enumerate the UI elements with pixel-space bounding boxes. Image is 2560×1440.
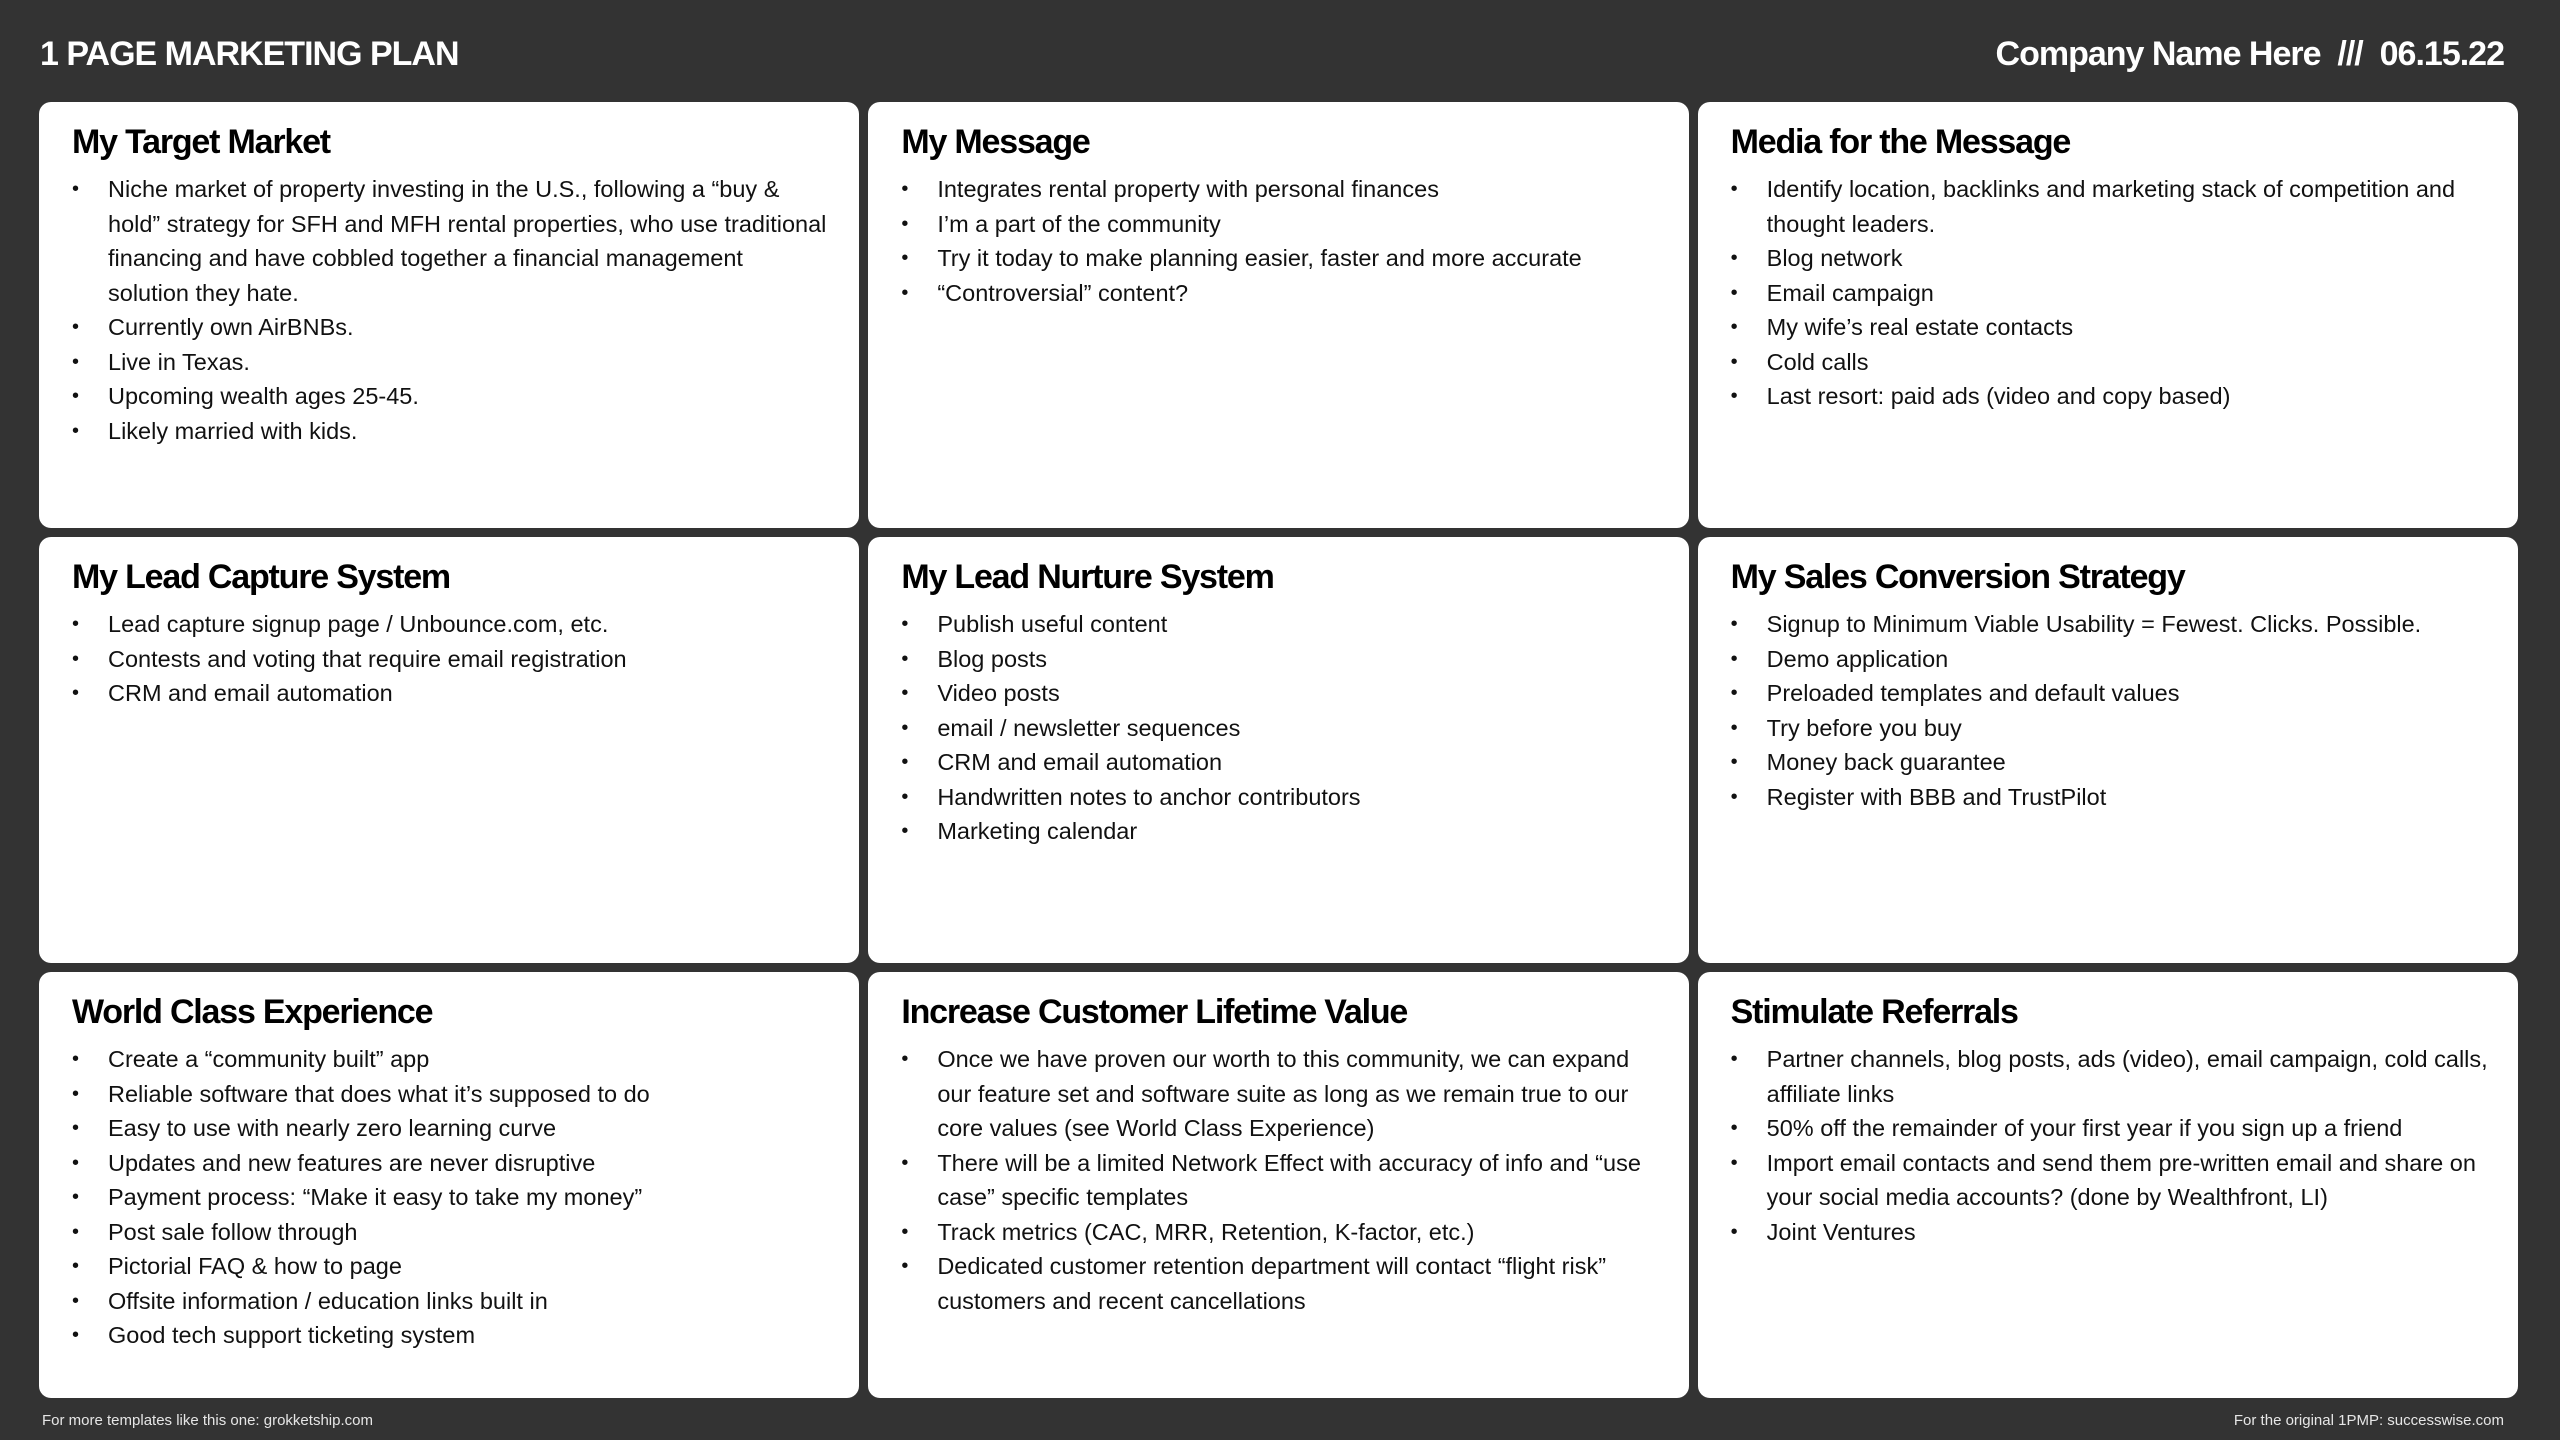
list-item: • Live in Texas. [72, 345, 829, 380]
bullet-list [901, 172, 1658, 310]
list-item: • Marketing calendar [901, 814, 1658, 849]
list-item: • CRM and email automation [72, 676, 829, 711]
card-title: My Target Market [72, 123, 330, 161]
bullet-list [72, 172, 829, 448]
list-item: • Try before you buy [1731, 711, 2488, 746]
card-lead-nurture [868, 537, 1688, 963]
list-item: • Cold calls [1731, 345, 2488, 380]
list-item: • Currently own AirBNBs. [72, 310, 829, 345]
list-item: • Publish useful content [901, 607, 1658, 642]
list-item: • Signup to Minimum Viable Usability = Fewest. Clicks. Possible. [1731, 607, 2488, 642]
card-lead-capture [39, 537, 859, 963]
list-item: • Payment process: “Make it easy to take my money” [72, 1180, 829, 1215]
list-item: • Try it today to make planning easier, faster and more accurate [901, 241, 1658, 276]
list-item: • Pictorial FAQ & how to page [72, 1249, 829, 1284]
card-sales-conversion [1698, 537, 2518, 963]
list-item: • 50% off the remainder of your first year if you sign up a friend [1731, 1111, 2488, 1146]
list-item: • My wife’s real estate contacts [1731, 310, 2488, 345]
card-title: Media for the Message [1730, 123, 2071, 161]
card-title: My Sales Conversion Strategy [1730, 558, 2185, 596]
list-item: • email / newsletter sequences [901, 711, 1658, 746]
list-item: • Preloaded templates and default values [1731, 676, 2488, 711]
company-name-date: Company Name Here /// 06.15.22 [1995, 35, 2504, 73]
card-title: My Lead Nurture System [901, 558, 1274, 596]
list-item: • Register with BBB and TrustPilot [1731, 780, 2488, 815]
bullet-list [72, 607, 829, 711]
list-item: • Video posts [901, 676, 1658, 711]
list-item: • Niche market of property investing in the U.S., following a “buy & hold” strategy for SFH and MFH rental properties, who use traditional financing and have cobbled together a financial management solution they hate. [72, 172, 829, 310]
list-item: • Joint Ventures [1731, 1215, 2488, 1250]
list-item: • Demo application [1731, 642, 2488, 677]
list-item: • Last resort: paid ads (video and copy based) [1731, 379, 2488, 414]
list-item: • Blog posts [901, 642, 1658, 677]
list-item: • Identify location, backlinks and marketing stack of competition and thought leaders. [1731, 172, 2488, 241]
list-item: • Dedicated customer retention department will contact “flight risk” customers and recent cancellations [901, 1249, 1658, 1318]
card-title: World Class Experience [72, 993, 433, 1031]
page-title: 1 PAGE MARKETING PLAN [40, 35, 459, 73]
list-item: • Good tech support ticketing system [72, 1318, 829, 1353]
card-title: Increase Customer Lifetime Value [901, 993, 1408, 1031]
list-item: • Updates and new features are never disruptive [72, 1146, 829, 1181]
list-item: • Track metrics (CAC, MRR, Retention, K-factor, etc.) [901, 1215, 1658, 1250]
list-item: • Likely married with kids. [72, 414, 829, 449]
list-item: • Integrates rental property with personal finances [901, 172, 1658, 207]
list-item: • Import email contacts and send them pre-written email and share on your social media accounts? (done by Wealthfront, LI) [1731, 1146, 2488, 1215]
footer-templates-note: For more templates like this one: grokketship.com [42, 1412, 373, 1429]
list-item: • I’m a part of the community [901, 207, 1658, 242]
card-stimulate-referrals [1698, 972, 2518, 1398]
bullet-list [1731, 172, 2488, 414]
bullet-list [901, 607, 1658, 849]
footer-original-note: For the original 1PMP: successwise.com [2233, 1412, 2504, 1429]
bullet-list [901, 1042, 1658, 1318]
card-target-market [39, 102, 859, 528]
card-customer-lifetime-value [868, 972, 1688, 1398]
list-item: • Blog network [1731, 241, 2488, 276]
list-item: • “Controversial” content? [901, 276, 1658, 311]
card-message [868, 102, 1688, 528]
list-item: • Once we have proven our worth to this community, we can expand our feature set and software suite as long as we remain true to our core values (see World Class Experience) [901, 1042, 1658, 1146]
card-title: Stimulate Referrals [1730, 993, 2018, 1031]
list-item: • CRM and email automation [901, 745, 1658, 780]
list-item: • Create a “community built” app [72, 1042, 829, 1077]
bullet-list [1731, 607, 2488, 814]
list-item: • Handwritten notes to anchor contributors [901, 780, 1658, 815]
bullet-list [72, 1042, 829, 1353]
card-title: My Lead Capture System [72, 558, 450, 596]
list-item: • Contests and voting that require email registration [72, 642, 829, 677]
card-world-class-experience [39, 972, 859, 1398]
list-item: • Upcoming wealth ages 25-45. [72, 379, 829, 414]
list-item: • Lead capture signup page / Unbounce.com, etc. [72, 607, 829, 642]
list-item: • Money back guarantee [1731, 745, 2488, 780]
list-item: • Offsite information / education links built in [72, 1284, 829, 1319]
list-item: • Reliable software that does what it’s supposed to do [72, 1077, 829, 1112]
plan-grid [39, 102, 2518, 1398]
card-media [1698, 102, 2518, 528]
list-item: • Post sale follow through [72, 1215, 829, 1250]
card-title: My Message [901, 123, 1090, 161]
list-item: • Easy to use with nearly zero learning curve [72, 1111, 829, 1146]
list-item: • Partner channels, blog posts, ads (video), email campaign, cold calls, affiliate links [1731, 1042, 2488, 1111]
list-item: • Email campaign [1731, 276, 2488, 311]
list-item: • There will be a limited Network Effect with accuracy of info and “use case” specific templates [901, 1146, 1658, 1215]
bullet-list [1731, 1042, 2488, 1249]
